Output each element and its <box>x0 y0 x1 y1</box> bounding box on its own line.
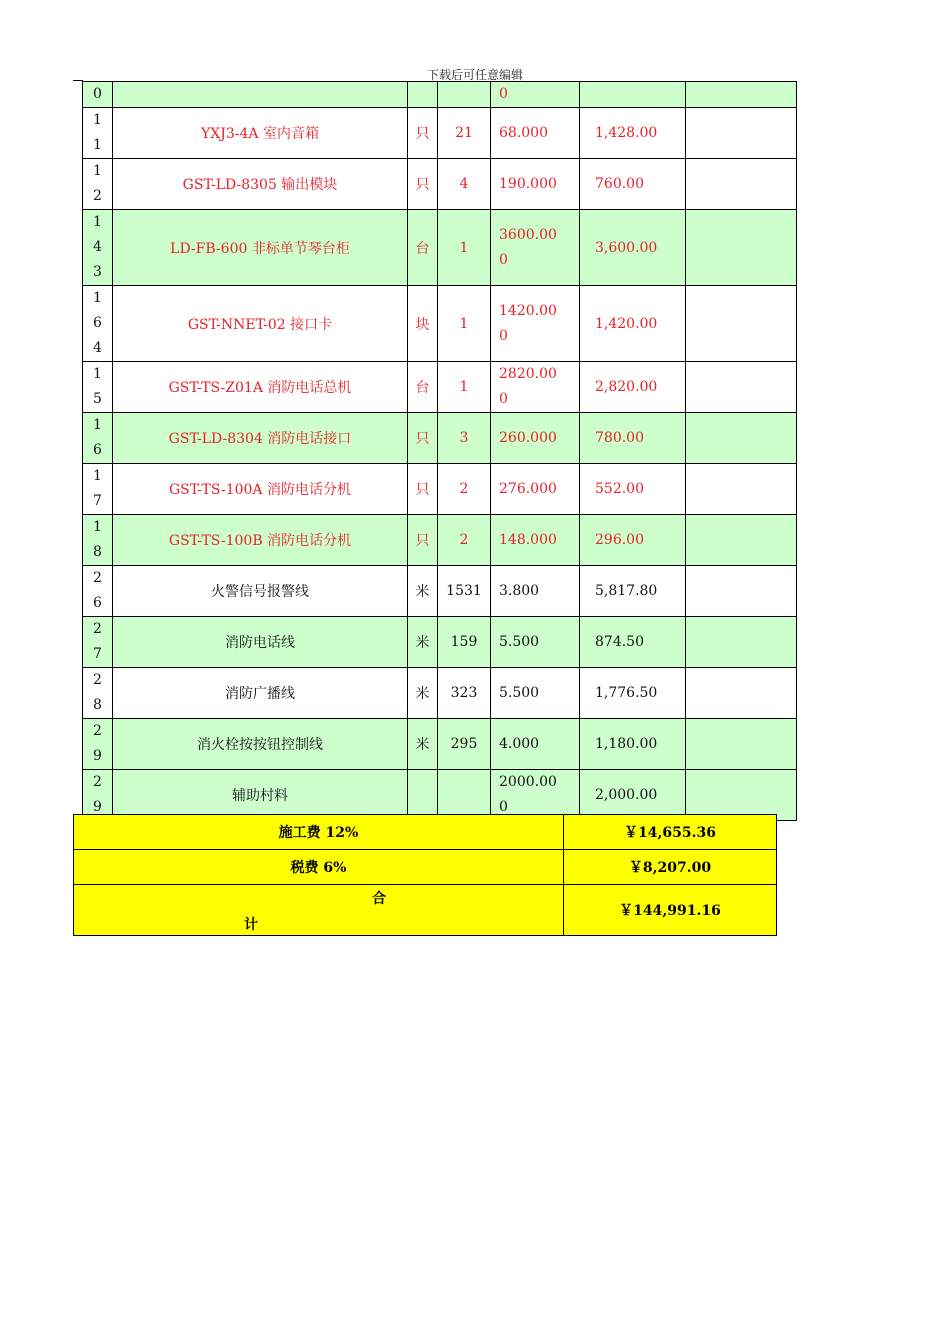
item-unit: 只 <box>408 464 438 515</box>
item-quantity: 1 <box>438 210 491 286</box>
item-quantity: 3 <box>438 413 491 464</box>
sum-label-bottom: 计 <box>244 917 258 933</box>
item-note <box>686 464 797 515</box>
item-total: 552.00 <box>580 464 686 515</box>
row-index: 1 1 <box>83 108 113 159</box>
item-quantity <box>438 770 491 821</box>
item-total: 1,428.00 <box>580 108 686 159</box>
item-quantity: 4 <box>438 159 491 210</box>
table-row <box>83 413 797 464</box>
item-note <box>686 286 797 362</box>
item-name: LD-FB-600 非标单节琴台柜 <box>113 210 408 286</box>
item-note <box>686 515 797 566</box>
construction-fee-label: 施工费 12% <box>74 815 564 850</box>
item-quantity: 295 <box>438 719 491 770</box>
row-index: 1 5 <box>83 362 113 413</box>
row-index: 2 8 <box>83 668 113 719</box>
tax-value: ￥8,207.00 <box>564 850 777 885</box>
item-quantity: 2 <box>438 515 491 566</box>
row-index: 1 2 <box>83 159 113 210</box>
item-note <box>686 719 797 770</box>
table-row <box>83 464 797 515</box>
item-unit-price: 5.500 <box>491 668 580 719</box>
sum-label-cell <box>74 885 564 936</box>
item-unit-price: 2000.00 0 <box>491 770 580 821</box>
table-row <box>83 515 797 566</box>
item-unit-price: 148.000 <box>491 515 580 566</box>
item-name: 消防电话线 <box>113 617 408 668</box>
item-unit-price: 5.500 <box>491 617 580 668</box>
item-unit-price: 1420.00 0 <box>491 286 580 362</box>
table-row <box>83 770 797 821</box>
row-index: 2 6 <box>83 566 113 617</box>
totals-table <box>73 814 777 936</box>
item-note <box>686 159 797 210</box>
item-total: 2,000.00 <box>580 770 686 821</box>
item-quantity: 1 <box>438 286 491 362</box>
row-index: 1 4 3 <box>83 210 113 286</box>
item-unit: 台 <box>408 362 438 413</box>
item-unit <box>408 82 438 108</box>
item-unit: 只 <box>408 159 438 210</box>
table-row <box>83 719 797 770</box>
item-quantity: 2 <box>438 464 491 515</box>
item-unit: 米 <box>408 617 438 668</box>
item-unit: 米 <box>408 566 438 617</box>
item-unit-price: 190.000 <box>491 159 580 210</box>
item-name: GST-NNET-02 接口卡 <box>113 286 408 362</box>
item-unit: 米 <box>408 668 438 719</box>
item-unit: 只 <box>408 413 438 464</box>
table-row <box>83 286 797 362</box>
item-name: 辅助村料 <box>113 770 408 821</box>
sum-row <box>74 885 777 936</box>
item-total: 1,180.00 <box>580 719 686 770</box>
items-table <box>82 81 797 821</box>
item-total: 1,420.00 <box>580 286 686 362</box>
item-total: 874.50 <box>580 617 686 668</box>
item-unit: 台 <box>408 210 438 286</box>
item-unit-price: 4.000 <box>491 719 580 770</box>
item-name: 消火栓按按钮控制线 <box>113 719 408 770</box>
item-unit-price: 276.000 <box>491 464 580 515</box>
row-index: 1 6 4 <box>83 286 113 362</box>
item-name: 火警信号报警线 <box>113 566 408 617</box>
table-row <box>83 108 797 159</box>
sum-value: ￥144,991.16 <box>564 885 777 936</box>
item-note <box>686 210 797 286</box>
item-quantity: 323 <box>438 668 491 719</box>
item-name: GST-LD-8304 消防电话接口 <box>113 413 408 464</box>
row-index: 2 9 <box>83 719 113 770</box>
row-index: 2 7 <box>83 617 113 668</box>
row-index: 1 8 <box>83 515 113 566</box>
item-name: GST-TS-100B 消防电话分机 <box>113 515 408 566</box>
table-row <box>83 617 797 668</box>
item-total <box>580 82 686 108</box>
item-name: GST-TS-100A 消防电话分机 <box>113 464 408 515</box>
item-total: 5,817.80 <box>580 566 686 617</box>
table-row <box>83 668 797 719</box>
item-total: 780.00 <box>580 413 686 464</box>
item-unit <box>408 770 438 821</box>
item-note <box>686 413 797 464</box>
table-row <box>83 82 797 108</box>
table-row <box>83 566 797 617</box>
item-name: GST-TS-Z01A 消防电话总机 <box>113 362 408 413</box>
construction-fee-row <box>74 815 777 850</box>
item-quantity <box>438 82 491 108</box>
item-note <box>686 566 797 617</box>
item-unit-price: 260.000 <box>491 413 580 464</box>
item-total: 3,600.00 <box>580 210 686 286</box>
item-note <box>686 82 797 108</box>
item-unit-price: 2820.00 0 <box>491 362 580 413</box>
item-unit: 只 <box>408 108 438 159</box>
sum-label-top: 合 <box>372 891 386 907</box>
row-index: 1 6 <box>83 413 113 464</box>
item-note <box>686 362 797 413</box>
item-name: 消防广播线 <box>113 668 408 719</box>
table-row <box>83 362 797 413</box>
item-unit: 块 <box>408 286 438 362</box>
item-quantity: 21 <box>438 108 491 159</box>
item-note <box>686 668 797 719</box>
item-unit-price: 3.800 <box>491 566 580 617</box>
row-index: 0 <box>83 82 113 108</box>
item-unit: 米 <box>408 719 438 770</box>
item-unit-price: 68.000 <box>491 108 580 159</box>
construction-fee-value: ￥14,655.36 <box>564 815 777 850</box>
item-total: 296.00 <box>580 515 686 566</box>
item-note <box>686 770 797 821</box>
table-row <box>83 159 797 210</box>
item-total: 760.00 <box>580 159 686 210</box>
item-note <box>686 617 797 668</box>
item-total: 1,776.50 <box>580 668 686 719</box>
item-quantity: 159 <box>438 617 491 668</box>
item-unit: 只 <box>408 515 438 566</box>
header-note: 下载后可任意编辑 <box>426 68 523 82</box>
item-total: 2,820.00 <box>580 362 686 413</box>
item-unit-price: 3600.00 0 <box>491 210 580 286</box>
tax-label: 税费 6% <box>74 850 564 885</box>
item-name: GST-LD-8305 输出模块 <box>113 159 408 210</box>
item-note <box>686 108 797 159</box>
item-unit-price: 0 <box>491 82 580 108</box>
item-quantity: 1531 <box>438 566 491 617</box>
row-index: 1 7 <box>83 464 113 515</box>
item-name <box>113 82 408 108</box>
item-name: YXJ3-4A 室内音箱 <box>113 108 408 159</box>
item-quantity: 1 <box>438 362 491 413</box>
table-row <box>83 210 797 286</box>
tax-row <box>74 850 777 885</box>
row-index: 2 9 <box>83 770 113 821</box>
